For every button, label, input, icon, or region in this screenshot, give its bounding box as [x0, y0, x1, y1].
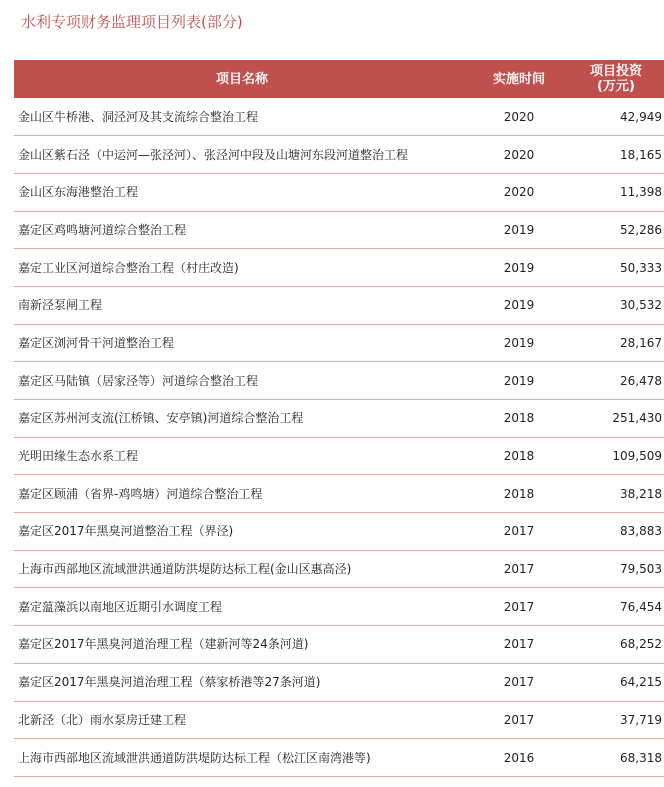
year-cell: 2019 — [503, 222, 535, 237]
table-row — [14, 701, 664, 739]
table-row — [14, 211, 664, 249]
amount-cell: 18,165 — [620, 147, 662, 162]
year-cell: 2017 — [503, 675, 535, 690]
year-cell: 2018 — [503, 449, 535, 464]
project-name-cell: 金山区紫石泾（中运河—张泾河）、张泾河中段及山塘河东段河道整治工程 — [18, 147, 409, 162]
amount-cell: 38,218 — [620, 486, 662, 501]
project-name-cell: 金山区东海港整治工程 — [18, 185, 139, 200]
table-header — [14, 60, 664, 98]
year-cell: 2019 — [503, 298, 535, 313]
year-cell: 2016 — [503, 750, 535, 765]
amount-cell: 28,167 — [620, 335, 662, 350]
amount-cell: 68,252 — [620, 637, 662, 652]
page-title: 水利专项财务监理项目列表(部分) — [21, 13, 243, 31]
project-name-cell: 北新泾（北）雨水泵房迁建工程 — [18, 712, 187, 727]
project-name-cell: 光明田缘生态水系工程 — [18, 449, 139, 464]
amount-cell: 42,949 — [620, 109, 662, 124]
project-name-cell: 嘉定区苏州河支流(江桥镇、安亭镇)河道综合整治工程 — [18, 411, 304, 426]
project-name-cell: 南新泾泵闸工程 — [18, 298, 103, 313]
amount-cell: 26,478 — [620, 373, 662, 388]
table-row — [14, 513, 664, 551]
table-row — [14, 173, 664, 211]
column-header-amount — [568, 60, 664, 98]
table-row — [14, 663, 664, 701]
amount-cell: 109,509 — [612, 449, 662, 464]
table-row — [14, 324, 664, 362]
project-table — [14, 60, 664, 777]
year-cell: 2017 — [503, 637, 535, 652]
column-header-name: 项目名称 — [215, 71, 268, 87]
project-name-cell: 嘉定区马陆镇（居家泾等）河道综合整治工程 — [18, 373, 259, 388]
year-cell: 2017 — [503, 562, 535, 577]
table-row — [14, 400, 664, 438]
year-cell: 2020 — [503, 185, 535, 200]
amount-cell: 76,454 — [620, 599, 662, 614]
year-cell: 2019 — [503, 373, 535, 388]
column-header-year: 实施时间 — [492, 71, 545, 87]
project-name-cell: 嘉定区顾浦（省界-鸡鸣塘）河道综合整治工程 — [18, 486, 263, 501]
project-name-cell: 嘉定区2017年黑臭河道治理工程（蔡家桥港等27条河道) — [18, 675, 321, 690]
amount-cell: 68,318 — [620, 750, 662, 765]
table-row — [14, 136, 664, 174]
table-row — [14, 286, 664, 324]
project-name-cell: 嘉定区2017年黑臭河道治理工程（建新河等24条河道) — [18, 637, 309, 652]
table-row — [14, 437, 664, 475]
table-row — [14, 739, 664, 777]
table-body — [14, 98, 664, 776]
amount-cell: 30,532 — [620, 298, 662, 313]
project-name-cell: 金山区牛桥港、洞泾河及其支流综合整治工程 — [18, 109, 259, 124]
project-name-cell: 上海市西部地区流域泄洪通道防洪堤防达标工程（松江区南湾港等) — [18, 750, 371, 765]
table-row — [14, 249, 664, 287]
project-name-cell: 嘉定区浏河骨干河道整治工程 — [18, 335, 175, 350]
table-row — [14, 626, 664, 664]
amount-cell: 83,883 — [620, 524, 662, 539]
project-name-cell: 上海市西部地区流域泄洪通道防洪堤防达标工程(金山区惠高泾) — [18, 562, 352, 577]
table-row — [14, 550, 664, 588]
amount-cell: 37,719 — [620, 712, 662, 727]
column-header-amount-line2: (万元) — [597, 79, 635, 94]
amount-cell: 79,503 — [620, 562, 662, 577]
amount-cell: 251,430 — [612, 411, 662, 426]
amount-cell: 52,286 — [620, 222, 662, 237]
year-cell: 2017 — [503, 524, 535, 539]
year-cell: 2019 — [503, 260, 535, 275]
table-row — [14, 475, 664, 513]
year-cell: 2018 — [503, 486, 535, 501]
table-row — [14, 98, 664, 136]
year-cell: 2019 — [503, 335, 535, 350]
amount-cell: 50,333 — [620, 260, 662, 275]
year-cell: 2017 — [503, 599, 535, 614]
amount-cell: 64,215 — [620, 675, 662, 690]
project-name-cell: 嘉定区鸡鸣塘河道综合整治工程 — [18, 222, 187, 237]
header-row — [14, 60, 664, 98]
year-cell: 2020 — [503, 109, 535, 124]
project-name-cell: 嘉定工业区河道综合整治工程（村庄改造) — [18, 260, 239, 275]
project-name-cell: 嘉定蕰藻浜以南地区近期引水调度工程 — [18, 599, 223, 614]
year-cell: 2020 — [503, 147, 535, 162]
year-cell: 2018 — [503, 411, 535, 426]
year-cell: 2017 — [503, 712, 535, 727]
table-row — [14, 588, 664, 626]
column-header-amount-line1: 项目投资 — [589, 64, 642, 79]
table-row — [14, 362, 664, 400]
amount-cell: 11,398 — [620, 185, 662, 200]
project-name-cell: 嘉定区2017年黑臭河道整治工程（界泾) — [18, 524, 234, 539]
